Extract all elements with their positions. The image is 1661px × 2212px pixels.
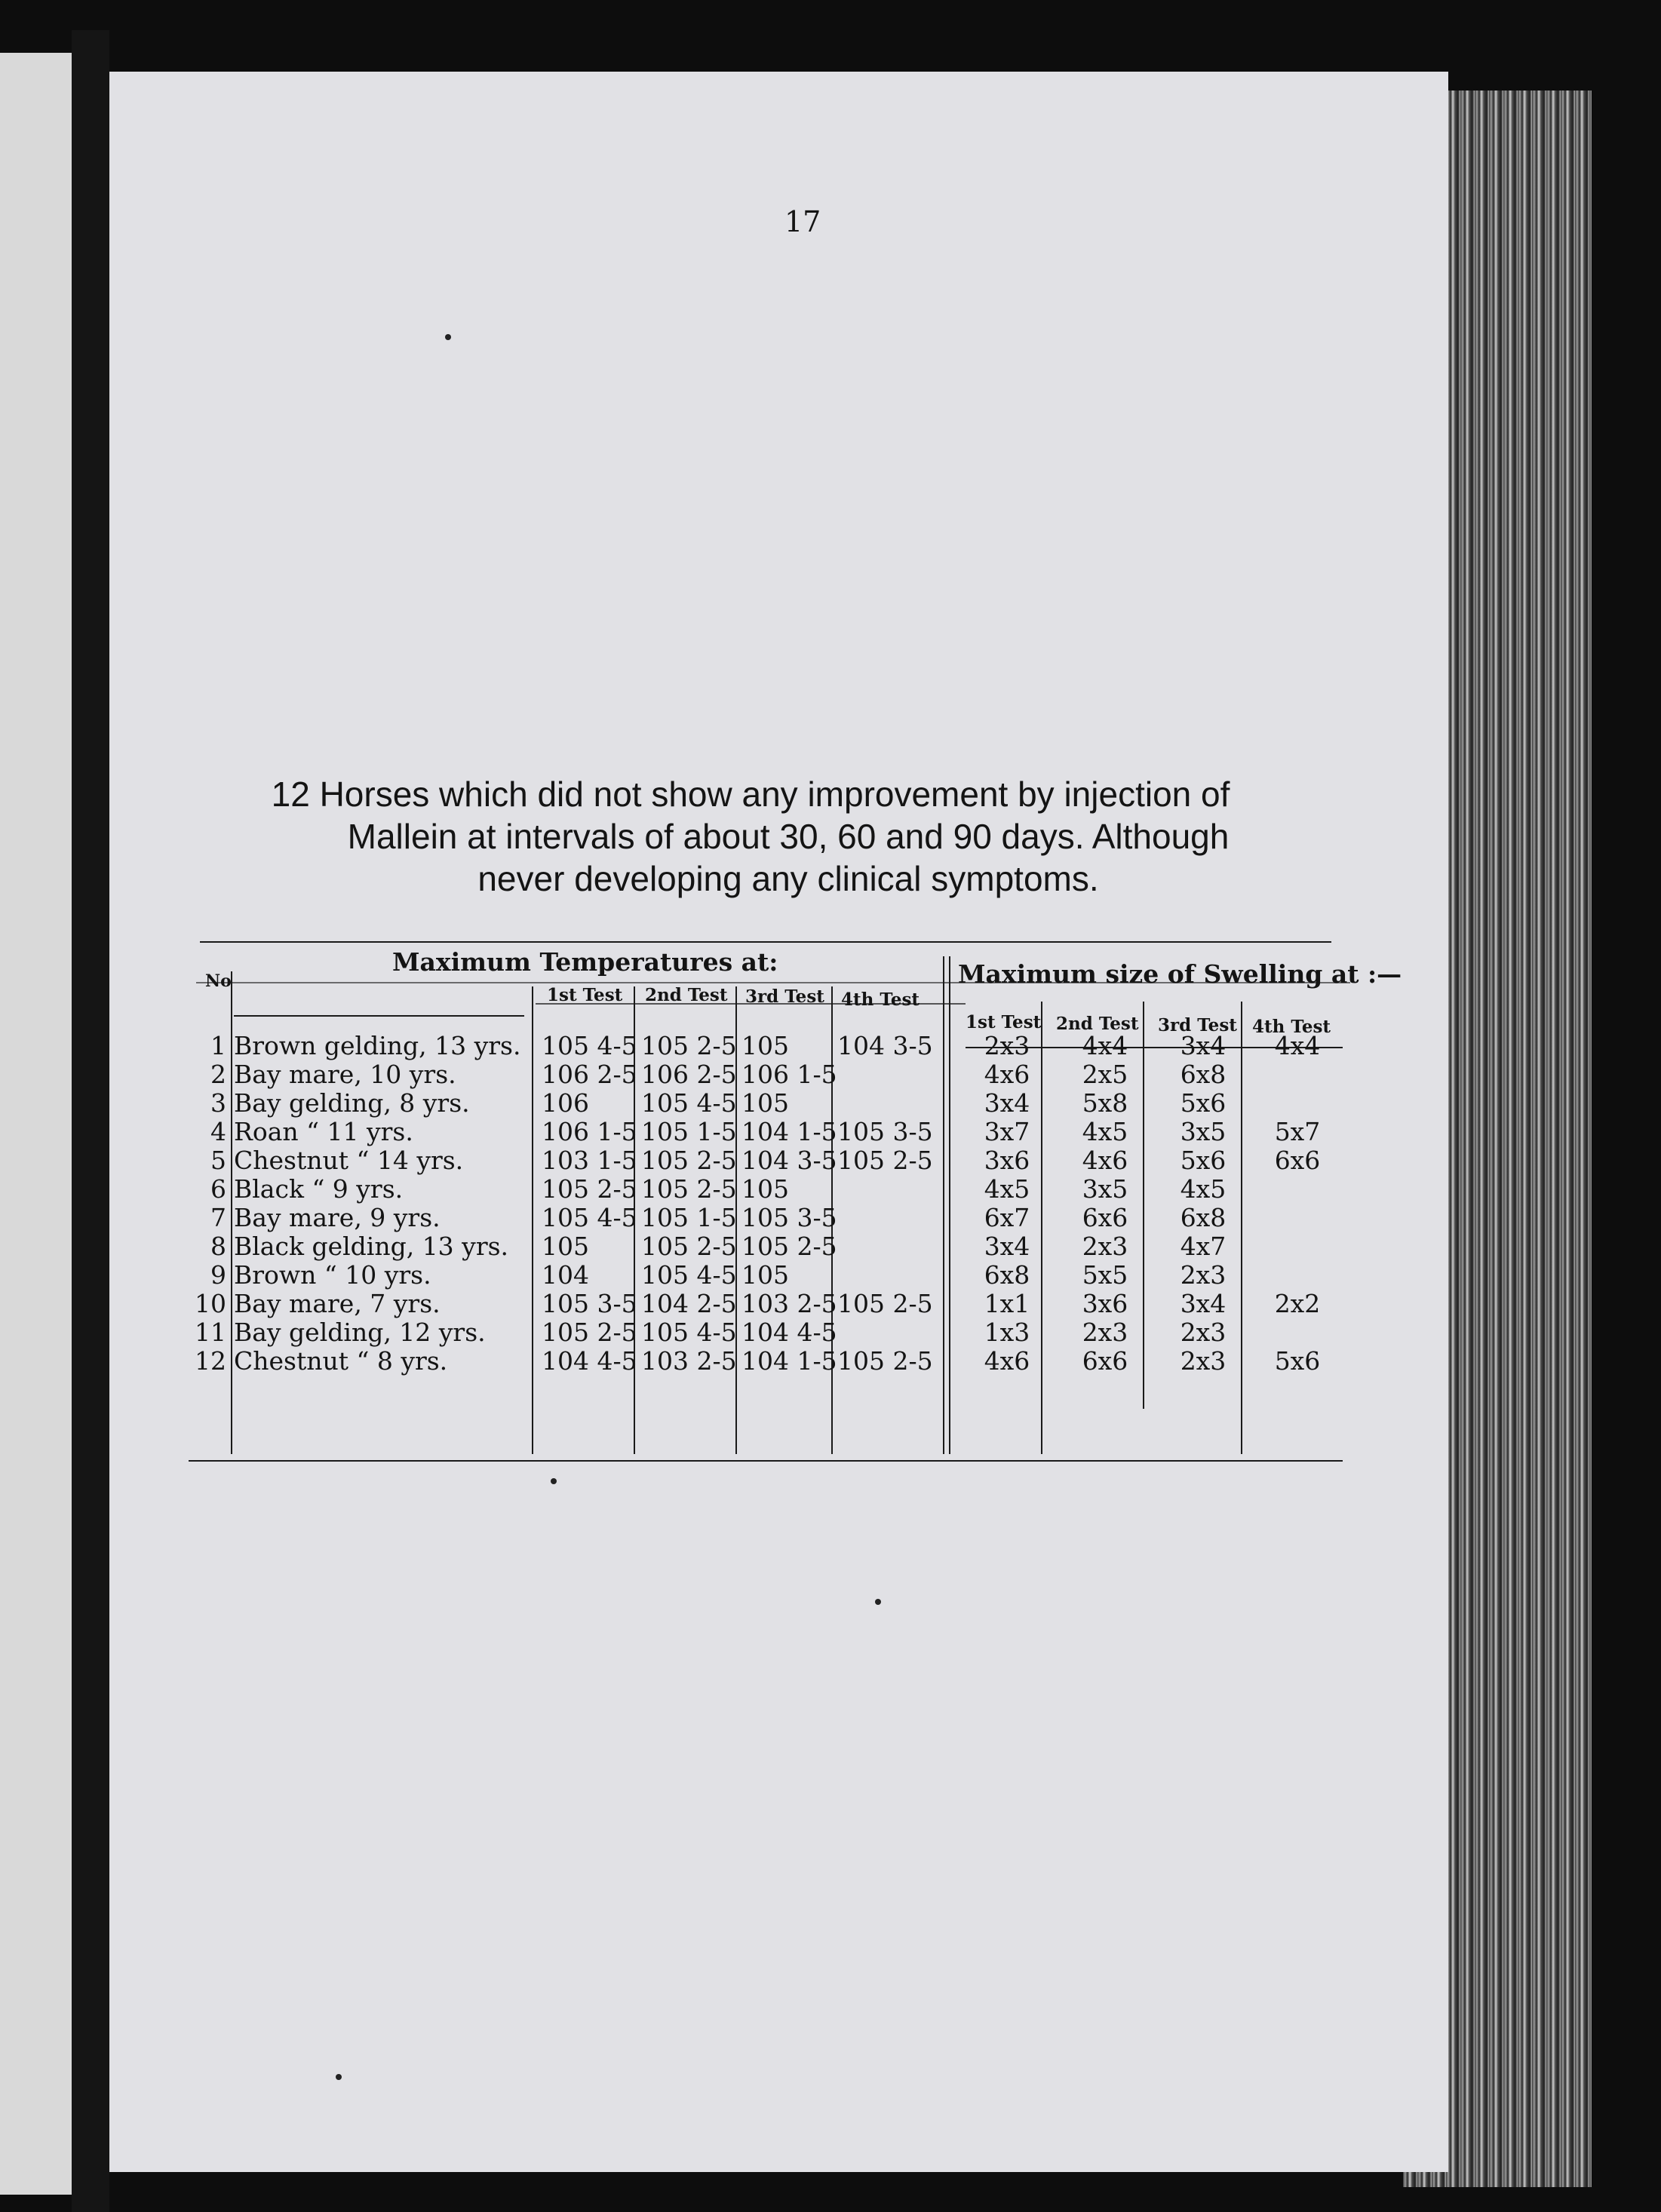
cell-s2: 4x6 — [1082, 1146, 1128, 1175]
cell-s4: 4x4 — [1274, 1031, 1321, 1060]
cell-t4: 105 2-5 — [837, 1289, 933, 1318]
cell-t2: 105 4-5 — [641, 1260, 737, 1290]
cell-s1: 6x7 — [984, 1203, 1030, 1232]
speck — [551, 1478, 557, 1484]
cell-no: 10 — [195, 1289, 226, 1318]
cell-t2: 104 2-5 — [641, 1289, 737, 1318]
cell-s1: 3x4 — [984, 1232, 1030, 1261]
cell-s3: 5x6 — [1180, 1088, 1227, 1118]
table-heading — [200, 773, 1377, 900]
cell-desc: Black gelding, 13 yrs. — [234, 1232, 509, 1261]
cell-s1: 4x6 — [984, 1346, 1030, 1376]
cell-no: 4 — [210, 1117, 226, 1146]
cell-t3: 103 2-5 — [741, 1289, 837, 1318]
cell-s1: 3x7 — [984, 1117, 1030, 1146]
cell-no: 7 — [210, 1203, 226, 1232]
cell-s3: 2x3 — [1180, 1318, 1227, 1347]
cell-s2: 4x4 — [1082, 1031, 1128, 1060]
cell-desc: Bay mare, 9 yrs. — [234, 1203, 441, 1232]
temp-test-3-header: 3rd Test — [745, 986, 824, 1007]
cell-t2: 105 1-5 — [641, 1203, 737, 1232]
cell-t2: 105 2-5 — [641, 1174, 737, 1204]
temp-test-2-header: 2nd Test — [645, 985, 728, 1005]
swelling-header: Maximum size of Swelling at :— — [958, 959, 1402, 989]
cell-s3: 6x8 — [1180, 1203, 1227, 1232]
cell-s3: 5x6 — [1180, 1146, 1227, 1175]
temp-test-4-header: 4th Test — [841, 989, 920, 1010]
cell-s4: 5x7 — [1274, 1117, 1321, 1146]
cell-t2: 105 4-5 — [641, 1318, 737, 1347]
speck — [336, 2074, 342, 2080]
cell-t2: 105 4-5 — [641, 1088, 737, 1118]
cell-t4: 105 2-5 — [837, 1146, 933, 1175]
cell-s1: 4x6 — [984, 1060, 1030, 1089]
swelling-test-4-header: 4th Test — [1252, 1017, 1331, 1037]
cell-t2: 105 1-5 — [641, 1117, 737, 1146]
cell-t3: 105 3-5 — [741, 1203, 837, 1232]
table-row — [189, 1347, 1343, 1376]
cell-t1: 105 2-5 — [542, 1318, 637, 1347]
speck — [445, 334, 451, 340]
cell-t1: 105 4-5 — [542, 1203, 637, 1232]
cell-no: 6 — [210, 1174, 226, 1204]
cell-t1: 106 1-5 — [542, 1117, 637, 1146]
cell-s3: 2x3 — [1180, 1260, 1227, 1290]
cell-t3: 105 — [741, 1031, 789, 1060]
cell-t2: 103 2-5 — [641, 1346, 737, 1376]
cell-t3: 106 1-5 — [741, 1060, 837, 1089]
cell-no: 5 — [210, 1146, 226, 1175]
cell-t3: 104 3-5 — [741, 1146, 837, 1175]
table-row — [189, 1204, 1343, 1232]
temp-test-1-header: 1st Test — [547, 985, 623, 1005]
cell-s3: 6x8 — [1180, 1060, 1227, 1089]
cell-s3: 4x7 — [1180, 1232, 1227, 1261]
cell-t4: 105 2-5 — [837, 1346, 933, 1376]
cell-t3: 104 1-5 — [741, 1346, 837, 1376]
cell-t1: 105 3-5 — [542, 1289, 637, 1318]
book-gutter — [72, 30, 109, 2212]
cell-t4: 105 3-5 — [837, 1117, 933, 1146]
table-row — [189, 1146, 1343, 1175]
table-top-rule — [200, 941, 1331, 943]
table-row — [189, 1118, 1343, 1146]
cell-s4: 5x6 — [1274, 1346, 1321, 1376]
cell-s1: 1x3 — [984, 1318, 1030, 1347]
cell-s2: 2x3 — [1082, 1318, 1128, 1347]
cell-s2: 5x5 — [1082, 1260, 1128, 1290]
cell-no: 8 — [210, 1232, 226, 1261]
cell-t4: 104 3-5 — [837, 1031, 933, 1060]
cell-t1: 105 2-5 — [542, 1174, 637, 1204]
temperature-header: Maximum Temperatures at: — [392, 947, 778, 977]
table-row — [189, 1290, 1343, 1318]
cell-s2: 4x5 — [1082, 1117, 1128, 1146]
heading-line-1: 12 Horses which did not show any improvement by injection of — [271, 775, 1230, 814]
cell-s1: 6x8 — [984, 1260, 1030, 1290]
cell-s2: 6x6 — [1082, 1346, 1128, 1376]
cell-t3: 105 2-5 — [741, 1232, 837, 1261]
page-number: 17 — [784, 205, 821, 238]
cell-t2: 105 2-5 — [641, 1232, 737, 1261]
table-row — [189, 1261, 1343, 1290]
cell-s3: 3x4 — [1180, 1031, 1227, 1060]
cell-t3: 105 — [741, 1088, 789, 1118]
cell-s2: 5x8 — [1082, 1088, 1128, 1118]
cell-desc: Chestnut “ 8 yrs. — [234, 1346, 448, 1376]
cell-no: 2 — [210, 1060, 226, 1089]
cell-no: 9 — [210, 1260, 226, 1290]
cell-s2: 2x3 — [1082, 1232, 1128, 1261]
table-row — [189, 1318, 1343, 1347]
cell-s1: 2x3 — [984, 1031, 1030, 1060]
table-row — [189, 1089, 1343, 1118]
desc-underline — [234, 1015, 524, 1017]
heading-line-2: Mallein at intervals of about 30, 60 and 90 days. Although — [347, 817, 1230, 856]
cell-s2: 3x6 — [1082, 1289, 1128, 1318]
cell-s4: 6x6 — [1274, 1146, 1321, 1175]
table-row — [189, 1232, 1343, 1261]
cell-no: 11 — [195, 1318, 226, 1347]
results-table — [189, 941, 1402, 1439]
cell-t1: 106 2-5 — [542, 1060, 637, 1089]
cell-t2: 105 2-5 — [641, 1031, 737, 1060]
cell-t1: 105 4-5 — [542, 1031, 637, 1060]
cell-t3: 105 — [741, 1260, 789, 1290]
cell-desc: Bay gelding, 12 yrs. — [234, 1318, 486, 1347]
cell-s1: 1x1 — [984, 1289, 1030, 1318]
cell-desc: Black “ 9 yrs. — [234, 1174, 404, 1204]
table-row — [189, 1032, 1343, 1060]
cell-desc: Chestnut “ 14 yrs. — [234, 1146, 464, 1175]
cell-s3: 3x5 — [1180, 1117, 1227, 1146]
cell-t1: 106 — [542, 1088, 589, 1118]
swelling-test-1-header: 1st Test — [966, 1012, 1042, 1032]
cell-desc: Bay mare, 7 yrs. — [234, 1289, 441, 1318]
left-page-edge — [0, 53, 72, 2195]
cell-s1: 3x6 — [984, 1146, 1030, 1175]
cell-desc: Roan “ 11 yrs. — [234, 1117, 413, 1146]
cell-t1: 103 1-5 — [542, 1146, 637, 1175]
cell-t3: 104 4-5 — [741, 1318, 837, 1347]
no-column-header: No — [205, 971, 232, 991]
table-row — [189, 1060, 1343, 1089]
cell-s1: 3x4 — [984, 1088, 1030, 1118]
cell-t1: 105 — [542, 1232, 589, 1261]
cell-s2: 6x6 — [1082, 1203, 1128, 1232]
cell-s3: 2x3 — [1180, 1346, 1227, 1376]
cell-t1: 104 — [542, 1260, 589, 1290]
table-row — [189, 1175, 1343, 1204]
cell-no: 1 — [210, 1031, 226, 1060]
cell-s1: 4x5 — [984, 1174, 1030, 1204]
cell-t2: 105 2-5 — [641, 1146, 737, 1175]
heading-line-3: never developing any clinical symptoms. — [477, 859, 1099, 898]
cell-t3: 104 1-5 — [741, 1117, 837, 1146]
cell-desc: Bay mare, 10 yrs. — [234, 1060, 456, 1089]
cell-no: 3 — [210, 1088, 226, 1118]
cell-desc: Brown gelding, 13 yrs. — [234, 1031, 521, 1060]
cell-t2: 106 2-5 — [641, 1060, 737, 1089]
cell-t3: 105 — [741, 1174, 789, 1204]
swelling-test-2-header: 2nd Test — [1056, 1014, 1139, 1034]
swelling-test-3-header: 3rd Test — [1158, 1015, 1237, 1035]
cell-no: 12 — [195, 1346, 226, 1376]
cell-s2: 3x5 — [1082, 1174, 1128, 1204]
cell-desc: Brown “ 10 yrs. — [234, 1260, 431, 1290]
cell-s2: 2x5 — [1082, 1060, 1128, 1089]
cell-desc: Bay gelding, 8 yrs. — [234, 1088, 470, 1118]
cell-t1: 104 4-5 — [542, 1346, 637, 1376]
table-bottom-rule — [189, 1460, 1343, 1462]
speck — [875, 1599, 881, 1605]
cell-s3: 4x5 — [1180, 1174, 1227, 1204]
cell-s3: 3x4 — [1180, 1289, 1227, 1318]
cell-s4: 2x2 — [1274, 1289, 1321, 1318]
